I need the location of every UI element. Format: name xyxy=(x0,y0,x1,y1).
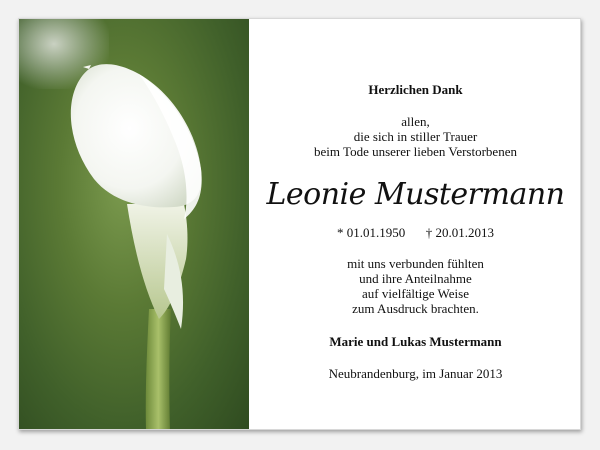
calla-lily-photo xyxy=(19,19,249,430)
calla-lily-icon xyxy=(19,19,249,430)
message-line-2: und ihre Anteilnahme xyxy=(359,271,472,286)
life-dates xyxy=(249,225,581,240)
signature: Marie und Lukas Mustermann xyxy=(329,334,502,349)
mourning-card xyxy=(18,18,581,430)
birth-date: 01.01.1950 xyxy=(346,225,406,240)
intro-line-3: beim Tode unserer lieben Verstorbenen xyxy=(314,144,517,159)
heading: Herzlichen Dank xyxy=(368,82,463,97)
message-line-4: zum Ausdruck brachten. xyxy=(352,301,479,316)
intro-line-2: die sich in stiller Trauer xyxy=(353,129,478,144)
death-symbol: † xyxy=(425,225,433,240)
deceased-name: Leonie Mustermann xyxy=(266,177,565,212)
text-panel xyxy=(249,19,581,430)
death-date: 20.01.2013 xyxy=(435,225,494,240)
intro-line-1: allen, xyxy=(401,114,430,129)
place-date: Neubrandenburg, im Januar 2013 xyxy=(328,366,503,381)
message-line-1: mit uns verbunden fühlten xyxy=(347,256,484,271)
message-line-3: auf vielfältige Weise xyxy=(361,286,469,301)
birth-symbol: * xyxy=(337,225,344,240)
